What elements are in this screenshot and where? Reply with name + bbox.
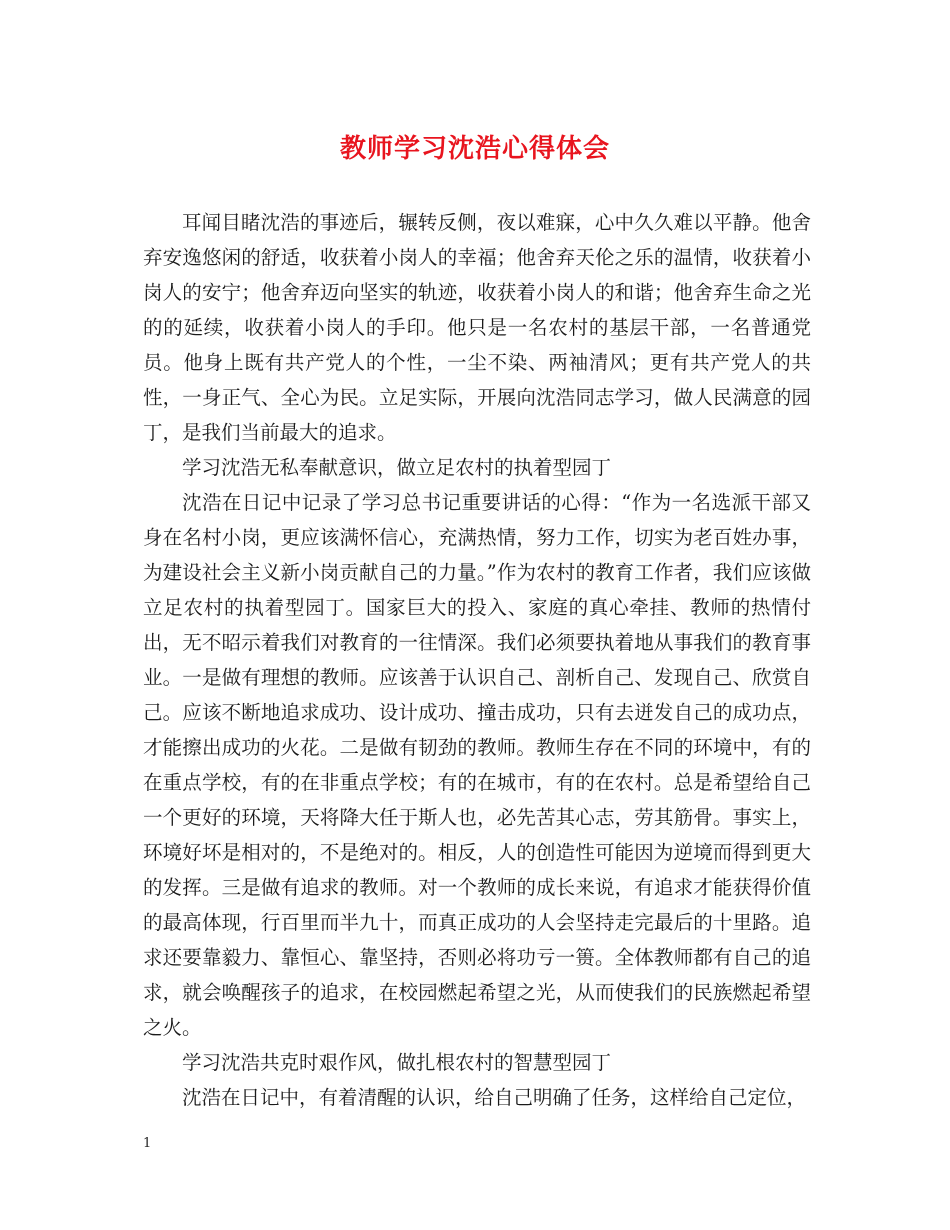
paragraph-intro: 耳闻目睹沈浩的事迹后，辗转反侧，夜以难寐，心中久久难以平静。他舍弃安逸悠闲的舒适，收获着小岗人的幸福；他舍弃天伦之乐的温情，收获着小岗人的安宁；他舍弃迈向坚实的轨迹，收获着小岗人的和谐；他舍弃生命之光的的延续，收获着小岗人的手印。他只是一名农村的基层干部，一名普通党员。他身上既有共产党人的个性，一尘不染、两袖清风；更有共产党人的共性，一身正气、全心为民。立足实际，开展向沈浩同志学习，做人民满意的园丁，是我们当前最大的追求。 — [143, 211, 811, 444]
document-title: 教师学习沈浩心得体会 — [339, 134, 610, 164]
section-heading-2: 学习沈浩共克时艰作风，做扎根农村的智慧型园丁 — [182, 1051, 612, 1074]
section-heading-1: 学习沈浩无私奉献意识，做立足农村的执着型园丁 — [182, 456, 612, 479]
page-number: 1 — [143, 1136, 152, 1151]
paragraph-section-2: 沈浩在日记中，有着清醒的认识，给自己明确了任务，这样给自己定位， — [182, 1086, 807, 1109]
paragraph-section-1: 沈浩在日记中记录了学习总书记重要讲话的心得：“作为一名选派干部又身在名村小岗，更应该满怀信心，充满热情，努力工作，切实为老百姓办事，为建设社会主义新小岗贡献自己的力量。”作为农村的教育工作者，我们应该做立足农村的执着型园丁。国家巨大的投入、家庭的真心牵挂、教师的热情付出，无不昭示着我们对教育的一往情深。我们必须要执着地从事我们的教育事业。一是做有理想的教师。应该善于认识自己、剖析自己、发现自己、欣赏自己。应该不断地追求成功、设计成功、撞击成功，只有去迸发自己的成功点，才能擦出成功的火花。二是做有韧劲的教师。教师生存在不同的环境中，有的在重点学校，有的在非重点学校；有的在城市，有的在农村。总是希望给自己一个更好的环境，天将降大任于斯人也，必先苦其心志，劳其筋骨。事实上，环境好坏是相对的，不是绝对的。相反，人的创造性可能因为逆境而得到更大的发挥。三是做有追求的教师。对一个教师的成长来说，有追求才能获得价值的最高体现，行百里而半九十，而真正成功的人会坚持走完最后的十里路。追求还要靠毅力、靠恒心、靠坚持，否则必将功亏一篑。全体教师都有自己的追求，就会唤醒孩子的追求，在校园燃起希望之光，从而使我们的民族燃起希望之火。 — [143, 491, 811, 1039]
document-body — [143, 205, 811, 1115]
